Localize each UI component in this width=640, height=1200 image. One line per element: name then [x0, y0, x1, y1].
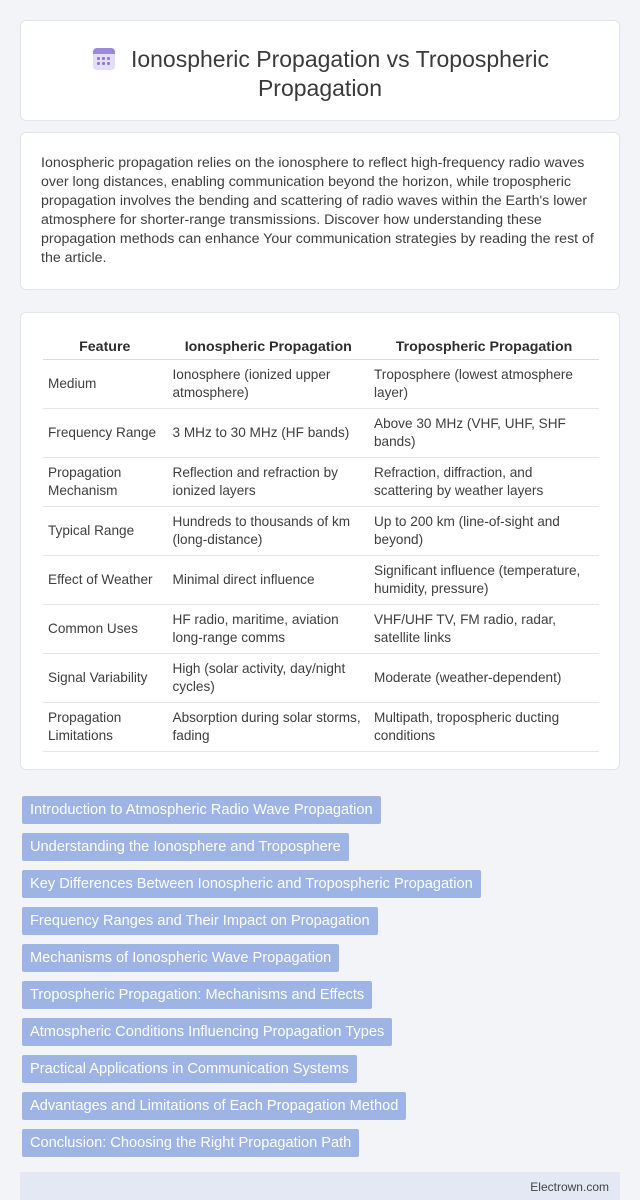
feature-cell: Propagation Limitations: [43, 702, 167, 751]
ionospheric-cell: Reflection and refraction by ionized layers: [167, 457, 369, 506]
topic-row: [22, 944, 622, 981]
intro-card: [20, 132, 620, 290]
ionospheric-cell: HF radio, maritime, aviation long-range comms: [167, 604, 369, 653]
footer-brand: Electrown.com: [530, 1180, 609, 1194]
calendar-icon: [91, 46, 117, 70]
table-header-row: [43, 331, 599, 359]
topic-row: [22, 796, 622, 833]
table-row: [43, 555, 599, 604]
tropospheric-cell: Troposphere (lowest atmosphere layer): [369, 359, 599, 408]
tropospheric-cell: Multipath, tropospheric ducting conditions: [369, 702, 599, 751]
footer: [20, 1172, 620, 1200]
topic-link[interactable]: Practical Applications in Communication Systems: [22, 1055, 357, 1083]
ionospheric-cell: Ionosphere (ionized upper atmosphere): [167, 359, 369, 408]
header-tropospheric: Tropospheric Propagation: [369, 331, 599, 359]
topic-links: [22, 796, 622, 1166]
tropospheric-cell: VHF/UHF TV, FM radio, radar, satellite links: [369, 604, 599, 653]
topic-link[interactable]: Introduction to Atmospheric Radio Wave Propagation: [22, 796, 381, 824]
topic-row: [22, 981, 622, 1018]
tropospheric-cell: Significant influence (temperature, humidity, pressure): [369, 555, 599, 604]
topic-row: [22, 870, 622, 907]
tropospheric-cell: Up to 200 km (line-of-sight and beyond): [369, 506, 599, 555]
comparison-table: [43, 331, 599, 752]
topic-link[interactable]: Mechanisms of Ionospheric Wave Propagation: [22, 944, 339, 972]
table-row: [43, 408, 599, 457]
feature-cell: Typical Range: [43, 506, 167, 555]
feature-cell: Medium: [43, 359, 167, 408]
topic-link[interactable]: Atmospheric Conditions Influencing Propagation Types: [22, 1018, 392, 1046]
feature-cell: Effect of Weather: [43, 555, 167, 604]
intro-text: Ionospheric propagation relies on the ionosphere to reflect high-frequency radio waves over long distances, enabling communication beyond the horizon, while tropospheric propagation involves the bending and scattering of radio waves within the Earth's lower atmosphere for shorter-range transmissions. Discover how understanding these propagation methods can enhance Your communication strategies by reading the rest of the article.: [41, 155, 594, 266]
topic-row: [22, 1092, 622, 1129]
header-ionospheric: Ionospheric Propagation: [167, 331, 369, 359]
topic-link[interactable]: Tropospheric Propagation: Mechanisms and Effects: [22, 981, 372, 1009]
topic-link[interactable]: Conclusion: Choosing the Right Propagation Path: [22, 1129, 359, 1157]
feature-cell: Common Uses: [43, 604, 167, 653]
comparison-table-card: [20, 312, 620, 770]
topic-link[interactable]: Frequency Ranges and Their Impact on Propagation: [22, 907, 378, 935]
ionospheric-cell: High (solar activity, day/night cycles): [167, 653, 369, 702]
topic-row: [22, 1129, 622, 1166]
topic-row: [22, 907, 622, 944]
table-row: [43, 359, 599, 408]
tropospheric-cell: Refraction, diffraction, and scattering by weather layers: [369, 457, 599, 506]
tropospheric-cell: Moderate (weather-dependent): [369, 653, 599, 702]
tropospheric-cell: Above 30 MHz (VHF, UHF, SHF bands): [369, 408, 599, 457]
table-body: [43, 359, 599, 751]
page-title: Ionospheric Propagation vs Tropospheric Propagation: [130, 46, 550, 101]
topic-row: [22, 1055, 622, 1092]
ionospheric-cell: Hundreds to thousands of km (long-distance): [167, 506, 369, 555]
feature-cell: Signal Variability: [43, 653, 167, 702]
topic-row: [22, 1018, 622, 1055]
feature-cell: Frequency Range: [43, 408, 167, 457]
title-card: [20, 20, 620, 121]
table-row: [43, 653, 599, 702]
page-title-wrap: [61, 45, 579, 103]
topic-link[interactable]: Understanding the Ionosphere and Troposphere: [22, 833, 349, 861]
topic-link[interactable]: Key Differences Between Ionospheric and Tropospheric Propagation: [22, 870, 481, 898]
table-row: [43, 457, 599, 506]
table-row: [43, 506, 599, 555]
table-row: [43, 702, 599, 751]
feature-cell: Propagation Mechanism: [43, 457, 167, 506]
ionospheric-cell: Absorption during solar storms, fading: [167, 702, 369, 751]
header-feature: Feature: [43, 331, 167, 359]
table-row: [43, 604, 599, 653]
ionospheric-cell: 3 MHz to 30 MHz (HF bands): [167, 408, 369, 457]
topic-row: [22, 833, 622, 870]
topic-link[interactable]: Advantages and Limitations of Each Propagation Method: [22, 1092, 406, 1120]
ionospheric-cell: Minimal direct influence: [167, 555, 369, 604]
